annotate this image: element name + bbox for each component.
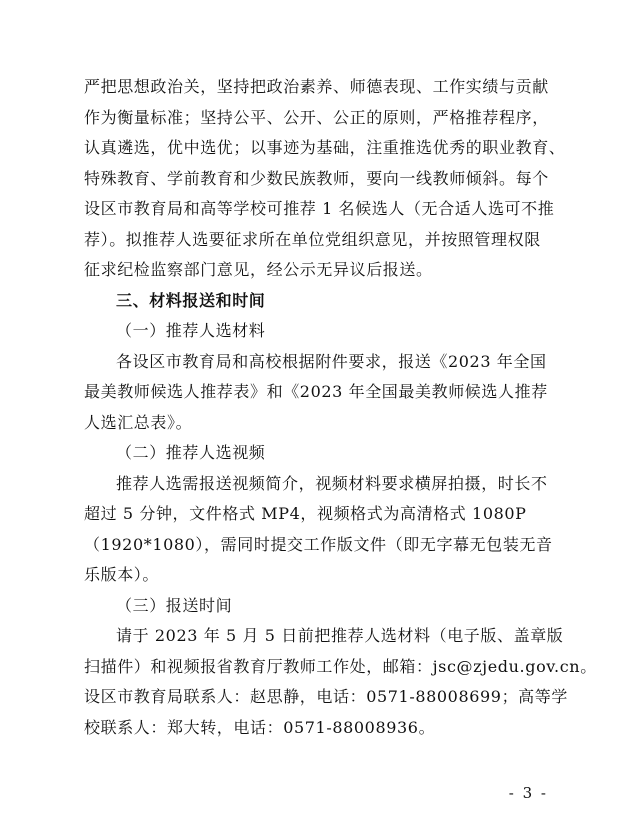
paragraph-line: 作为衡量标准；坚持公平、公开、公正的原则，严格推荐程序， xyxy=(84,107,549,127)
paragraph-line: （1920*1080），需同时提交工作版文件（即无字幕无包装无音 xyxy=(84,534,553,554)
page-number: - 3 - xyxy=(508,784,548,802)
paragraph-line: 特殊教育、学前教育和少数民族教师，要向一线教师倾斜。每个 xyxy=(84,168,549,188)
paragraph-line: 严把思想政治关，坚持把政治素养、师德表现、工作实绩与贡献 xyxy=(84,77,549,96)
document-body xyxy=(84,72,597,743)
subsection-heading: （三）报送时间 xyxy=(116,595,233,615)
paragraph-line: 认真遴选，优中选优；以事迹为基础，注重推选优秀的职业教育、 xyxy=(84,138,566,157)
subsection-heading: （二）推荐人选视频 xyxy=(116,443,266,462)
paragraph-line: 乐版本）。 xyxy=(84,565,160,584)
paragraph-line: 设区市教育局联系人：赵思静，电话：0571-88008699；高等学 xyxy=(84,687,568,706)
paragraph-line: 人选汇总表》。 xyxy=(84,412,193,432)
section-heading: 三、材料报送和时间 xyxy=(116,290,266,310)
paragraph-line: 设区市教育局和高等学校可推荐 1 名候选人（无合适人选可不推 xyxy=(84,199,555,218)
paragraph-line: 荐）。拟推荐人选要征求所在单位党组织意见，并按照管理权限 xyxy=(84,229,541,249)
paragraph-line: 超过 5 分钟，文件格式 MP4，视频格式为高清格式 1080P xyxy=(84,504,527,523)
paragraph-line: 各设区市教育局和高校根据附件要求，报送《2023 年全国 xyxy=(116,351,547,371)
subsection-heading: （一）推荐人选材料 xyxy=(116,321,266,340)
paragraph-line: 校联系人：郑大转，电话：0571-88008936。 xyxy=(84,717,436,737)
paragraph-line: 征求纪检监察部门意见，经公示无异议后报送。 xyxy=(84,260,433,279)
paragraph-line: 推荐人选需报送视频简介，视频材料要求横屏拍摄，时长不 xyxy=(116,473,548,493)
paragraph-line: 扫描件）和视频报省教育厅教师工作处，邮箱：jsc@zjedu.gov.cn。 xyxy=(84,656,597,676)
paragraph-line: 请于 2023 年 5 月 5 日前把推荐人选材料（电子版、盖章版 xyxy=(116,626,564,645)
paragraph-line: 最美教师候选人推荐表》和《2023 年全国最美教师候选人推荐 xyxy=(84,382,548,401)
